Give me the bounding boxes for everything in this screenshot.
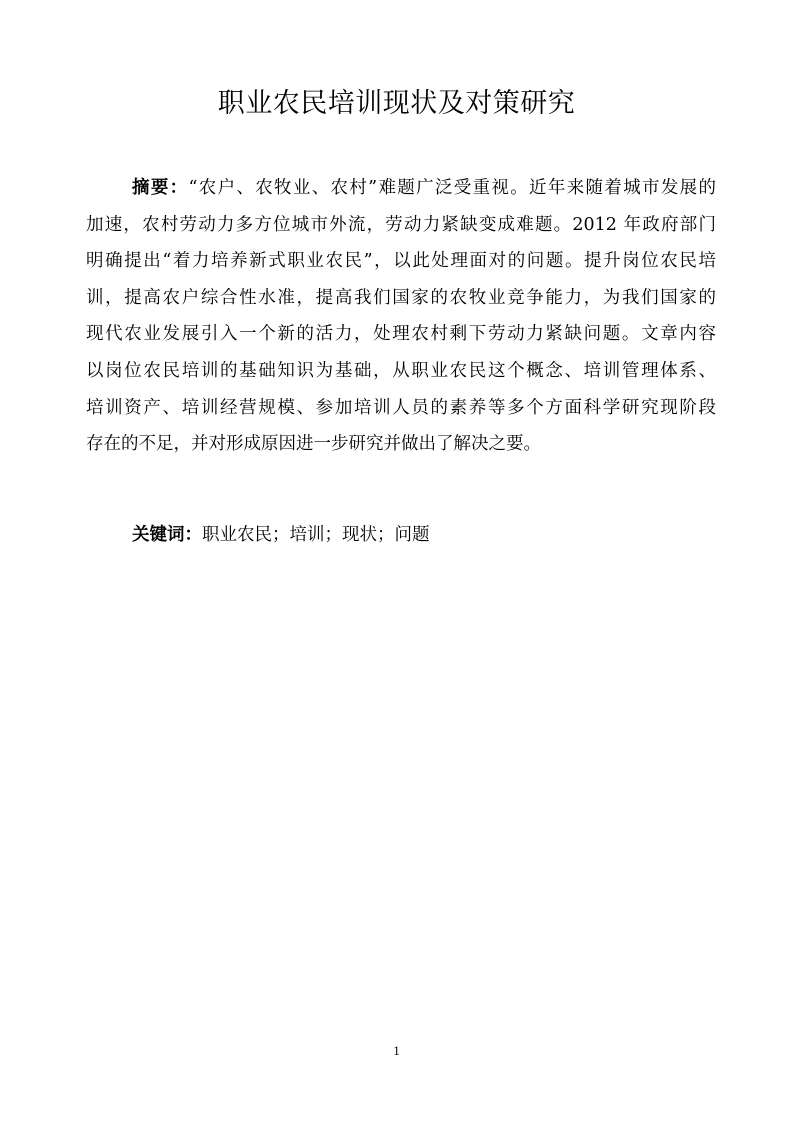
abstract-line-2: 加速，农村劳动力多方位城市外流，劳动力紧缺变成难题。2012 年政府部门 [86, 214, 716, 235]
keywords-label: 关键词： [132, 525, 202, 545]
abstract-line-6: 以岗位农民培训的基础知识为基础，从职业农民这个概念、培训管理体系、 [86, 360, 716, 381]
keywords-text: 职业农民；培训；现状；问题 [202, 525, 430, 545]
keywords-line [132, 517, 430, 553]
abstract-line-1 [86, 170, 716, 207]
abstract-line-3: 明确提出“着力培养新式职业农民”，以此处理面对的问题。提升岗位农民培 [86, 251, 716, 272]
page-number: 1 [393, 1043, 400, 1058]
abstract-line-1-text: “农户、农牧业、农村”难题广泛受重视。近年来随着城市发展的 [188, 178, 716, 198]
abstract-line-8: 存在的不足，并对形成原因进一步研究并做出了解决之要。 [86, 434, 541, 455]
abstract-line-7: 培训资产、培训经营规模、参加培训人员的素养等多个方面科学研究现阶段 [86, 397, 716, 418]
abstract-line-4: 训，提高农户综合性水准，提高我们国家的农牧业竞争能力，为我们国家的 [86, 287, 716, 308]
abstract-paragraph [86, 170, 716, 463]
document-title: 职业农民培训现状及对策研究 [217, 88, 576, 119]
abstract-line-5: 现代农业发展引入一个新的活力，处理农村剩下劳动力紧缺问题。文章内容 [86, 324, 716, 345]
abstract-label: 摘要： [132, 178, 189, 198]
